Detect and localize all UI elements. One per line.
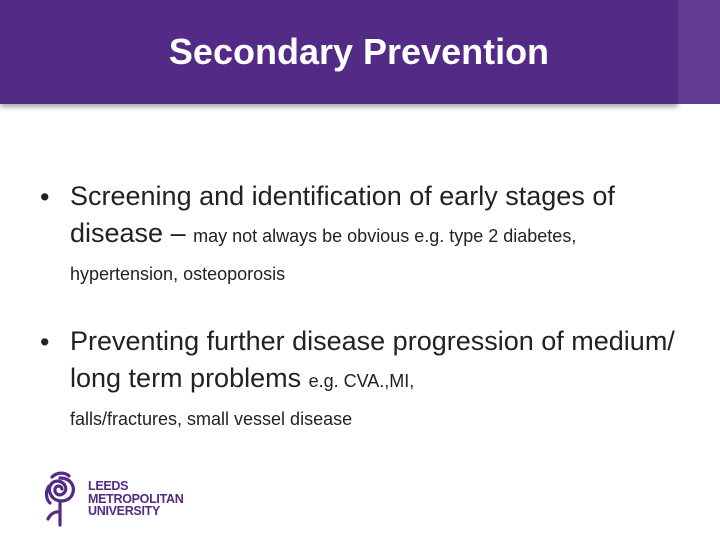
logo-line: LEEDS <box>88 479 129 493</box>
bullet-continuation-text: falls/fractures, small vessel disease <box>70 409 353 429</box>
bullet-detail-text: may not always be obvious e.g. type 2 diabetes, <box>193 226 577 246</box>
slide-title: Secondary Prevention <box>168 31 550 72</box>
bullet-symbol: • <box>40 182 50 212</box>
bullet-detail-text: e.g. CVA.,MI, <box>308 371 415 391</box>
bullet-lead-text: Preventing further disease progression of medium/ long term problems <box>70 326 675 393</box>
bullet-item <box>40 178 680 287</box>
bullet-lead-text: Screening and identification of early stages of disease – <box>70 181 615 248</box>
logo-wordmark <box>88 480 183 518</box>
bullet-list <box>40 178 680 432</box>
university-logo <box>40 468 240 528</box>
rose-icon <box>40 468 80 528</box>
logo-line: METROPOLITAN <box>88 491 184 506</box>
bullet-continuation-text: hypertension, osteoporosis <box>70 264 286 284</box>
logo-line: UNIVERSITY <box>88 504 161 518</box>
bullet-item <box>40 323 680 432</box>
bullet-symbol: • <box>40 327 50 357</box>
